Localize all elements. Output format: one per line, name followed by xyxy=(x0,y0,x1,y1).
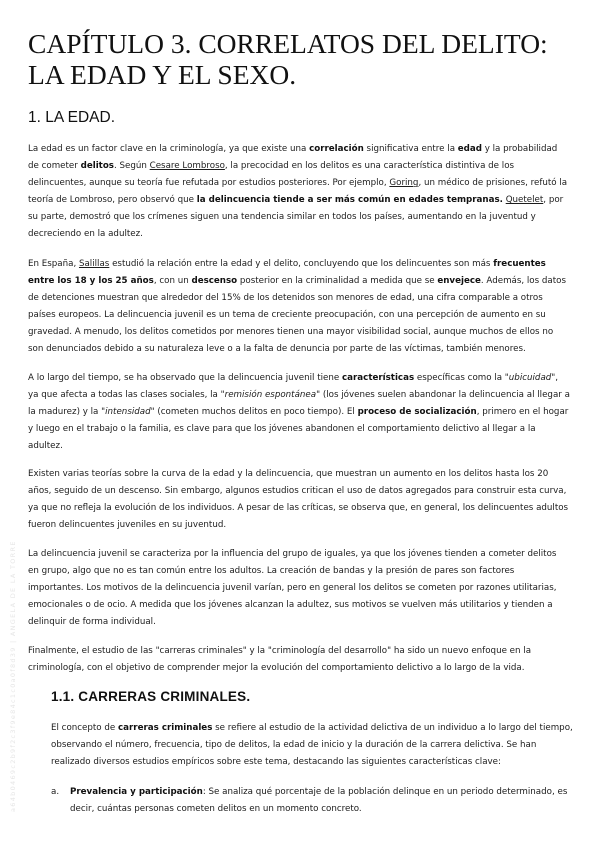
author-goring: Goring xyxy=(389,178,419,189)
list-item-text: Prevalencia y participación: Se analiza qué porcentaje de la población delinque en un periodo determinado, es decir, cuántas personas cometen delitos en un momento concreto. xyxy=(70,787,568,815)
paragraph-5: La delincuencia juvenil se caracteriza por la influencia del grupo de iguales, ya que los jóvenes tienden a cometer delitos en grupo, algo que no es tan común entre los adultos. La creación de bandas y la presión de pares son factores importantes. Los motivos de la delincuencia juvenil varían, pero en general los delitos se cometen por razones utilitarias, emocionales o de ocio. A medida que los jóvenes alcanzan la adultez, sus motivos se vuelven más utilitarios y tienden a delinquir de forma individual. xyxy=(28,549,557,628)
paragraph-2: En España, Salillas estudió la relación entre la edad y el delito, concluyendo que los delincuentes son más frecuentes entre los 18 y los 25 años, con un descenso posterior en la criminalidad a medida que se envejece. Además, los datos de detenciones muestran que alrededor del 15% de los detenidos son menores de edad, una cifra comparable a otros países europeos. La delincuencia juvenil es un tema de creciente preocupación, con una percepción de aumento en su gravedad. A menudo, los delitos cometidos por menores tienen una mayor visibilidad social, aunque muchos de ellos no son denunciados debido a su naturaleza leve o a la falta de denuncia por parte de las víctimas, también menores. xyxy=(28,259,567,355)
list-marker: a. xyxy=(51,787,60,797)
section-heading-edad: 1. LA EDAD. xyxy=(28,109,116,126)
chapter-title: CAPÍTULO 3. CORRELATOS DEL DELITO: LA EDAD Y EL SEXO. xyxy=(28,28,548,90)
paragraph-1: La edad es un factor clave en la criminología, ya que existe una correlación significativa entre la edad y la probabilidad de cometer delitos. Según Cesare Lombroso, la precocidad en los delitos es una característica distintiva de los delincuentes, aunque su teoría fue refutada por estudios posteriores. Por ejemplo, Goring, un médico de prisiones, refutó la teoría de Lombroso, pero observó que la delincuencia tiende a ser más común en edades tempranas. Quetelet, por su parte, demostró que los crímenes siguen una tendencia similar en todos los países, aumentando en la juventud y decreciendo en la adultez. xyxy=(28,144,568,240)
paragraph-3: A lo largo del tiempo, se ha observado que la delincuencia juvenil tiene características específicas como la "ubicuidad", ya que afecta a todas las clases sociales, la "remisión espontánea" (los jóvenes suelen abandonar la delincuencia al llegar a la madurez) y la "intensidad" (cometen muchos delitos en poco tiempo). El proceso de socialización, primero en el hogar y luego en el trabajo o la familia, es clave para que los jóvenes abandonen el comportamiento delictivo al llegar a la adultez. xyxy=(28,373,570,452)
author-lombroso: Cesare Lombroso xyxy=(149,161,225,172)
paragraph-4: Existen varias teorías sobre la curva de la edad y la delincuencia, que muestran un aumento en los delitos hasta los 20 años, seguido de un descenso. Sin embargo, algunos estudios critican el uso de datos agregados para construir esta curva, ya que no refleja la evolución de los individuos. A pesar de las críticas, se observa que, en general, los delincuentes adultos fueron delincuentes juveniles en su juventud. xyxy=(28,469,569,531)
paragraph-6: Finalmente, el estudio de las "carreras criminales" y la "criminología del desarrollo" ha sido un nuevo enfoque en la criminología, con el objetivo de comprender mejor la evolución del comportamiento delictivo a lo largo de la vida. xyxy=(28,646,532,674)
section-heading-carreras: 1.1. CARRERAS CRIMINALES. xyxy=(51,689,251,704)
watermark: a64b0469c2b9f2c3f9e84c1c0a0f8d39 | ANGELA DE LA TORRE xyxy=(9,540,17,812)
paragraph-7: El concepto de carreras criminales se refiere al estudio de la actividad delictiva de un individuo a lo largo del tiempo, observando el número, frecuencia, tipo de delitos, la edad de inicio y la duración de la carrera delictiva. Se han realizado diversos estudios empíricos sobre este tema, destacando las siguientes características clave: xyxy=(51,723,573,768)
author-salillas: Salillas xyxy=(78,259,110,269)
author-quetelet: Quetelet xyxy=(505,195,544,206)
